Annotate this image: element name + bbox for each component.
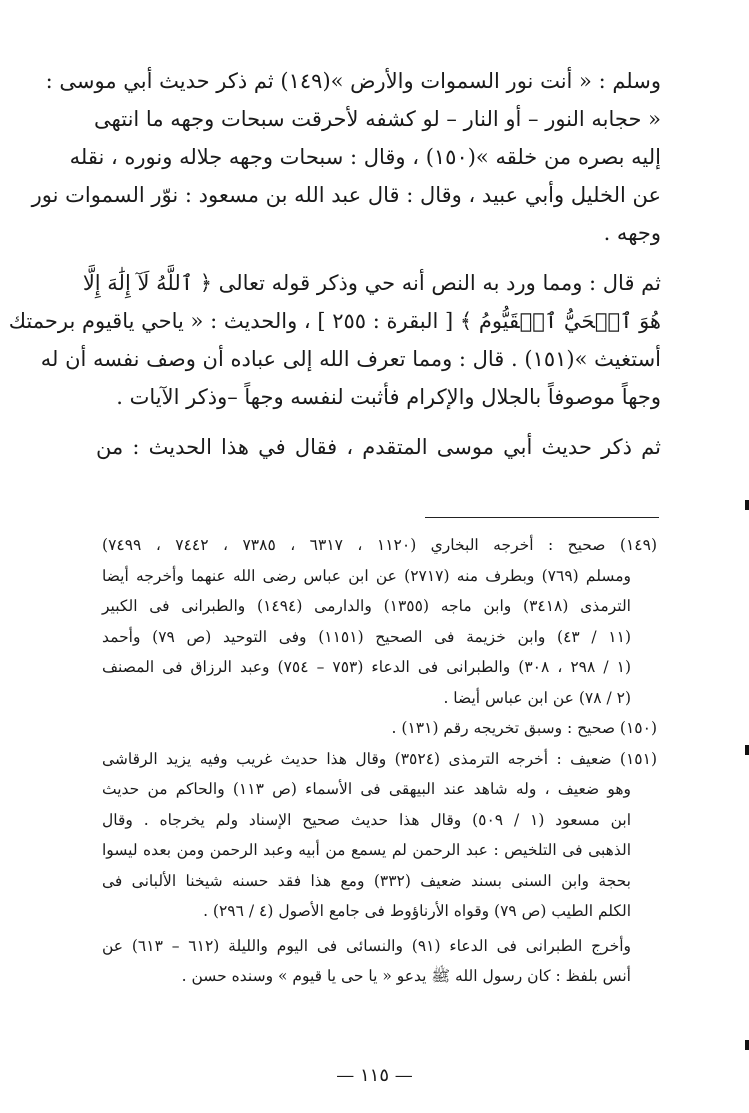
footnote-line: الترمذى (٣٤١٨) وابن ماجه (١٣٥٥) والدارمى (١٤٩٤) والطبرانى فى الكبير bbox=[102, 597, 631, 615]
footnote-line: (١١ / ٤٣) وابن خزيمة فى الصحيح (١١٥١) وفى التوحيد (ص ٧٩) وأحمد bbox=[102, 627, 631, 646]
footnote-line: الذهبى فى التلخيص : عبد الرحمن لم يسمع من أبيه وعبد الرحمن ومن بعده ليسوا bbox=[102, 841, 631, 859]
main-line: أستغيث »(١٥١) . قال : ومما تعرف الله إلى عباده أن وصف نفسه أن له bbox=[40, 347, 661, 371]
footnote-line: وأخرج الطبرانى فى الدعاء (٩١) والنسائى فى اليوم والليلة (٦١٢ – ٦١٣) عن bbox=[102, 936, 632, 955]
page-number: — ١١٥ — bbox=[336, 1065, 413, 1086]
footnote-line: بحجة وابن السنى بسند ضعيف (٣٣٢) ومع هذا فقد حسنه شيخنا الألبانى فى bbox=[102, 871, 631, 890]
footnote-line: (١ / ٢٩٨ ، ٣٠٨) والطبرانى فى الدعاء (٧٥٣ – ٧٥٤) وعبد الرزاق فى المصنف bbox=[102, 658, 632, 676]
main-line: وسلم : « أنت نور السموات والأرض »(١٤٩) ثم ذكر حديث أبي موسى : bbox=[45, 69, 661, 93]
main-line: وجهه . bbox=[603, 221, 661, 245]
edge-mark bbox=[745, 745, 749, 755]
footnotes bbox=[102, 530, 657, 992]
main-line: ثم قال : ومما ورد به النص أنه حي وذكر قوله تعالى ﴿ ٱللَّهُ لَآ إِلَٰهَ إِلَّا bbox=[82, 271, 661, 295]
footnote-line: (٢ / ٧٨) عن ابن عباس أيضا . bbox=[443, 688, 631, 707]
footnote-line: ومسلم (٧٦٩) وبطرف منه (٢٧١٧) عن ابن عباس رضى الله عنهما وأخرجه أيضا bbox=[102, 566, 631, 585]
footnote-separator bbox=[425, 517, 659, 518]
footnote-line: الكلم الطيب (ص ٧٩) وقواه الأرناؤوط فى جامع الأصول (٤ / ٢٩٦) . bbox=[203, 902, 631, 920]
edge-mark bbox=[745, 500, 749, 510]
footnote-line: (١٥٠) صحيح : وسبق تخريجه رقم (١٣١) . bbox=[391, 719, 657, 737]
main-line: « حجابه النور – أو النار – لو كشفه لأحرقت سبحات وجهه ما انتهى bbox=[94, 107, 661, 131]
footnote-line: (١٤٩) صحيح : أخرجه البخاري (١١٢٠ ، ٦٣١٧ ، ٧٣٨٥ ، ٧٤٤٢ ، ٧٤٩٩) bbox=[102, 536, 657, 554]
footnote-line: أنس بلفظ : كان رسول الله ﷺ يدعو « يا حى يا قيوم » وسنده حسن . bbox=[181, 967, 631, 985]
main-line: عن الخليل وأبي عبيد ، وقال : قال عبد الله بن مسعود : نوّر السموات نور bbox=[31, 183, 661, 207]
edge-mark bbox=[745, 1040, 749, 1050]
main-text bbox=[8, 62, 661, 466]
footnote-line: ابن مسعود (١ / ٥٠٩) وقال هذا حديث صحيح الإسناد ولم يخرجاه . وقال bbox=[102, 810, 631, 829]
main-line: إليه بصره من خلقه »(١٥٠) ، وقال : سبحات وجهه جلاله ونوره ، نقله bbox=[69, 145, 661, 169]
main-line: ثم ذكر حديث أبي موسى المتقدم ، فقال في هذا الحديث : من bbox=[96, 435, 661, 459]
footnote-line: وهو ضعيف ، وله شاهد عند البيهقى فى الأسماء (ص ١١٣) والحاكم من حديث bbox=[102, 780, 631, 798]
main-line: وجهاً موصوفاً بالجلال والإكرام فأثبت لنفسه وجهاً –وذكر الآيات . bbox=[116, 385, 661, 409]
footnote-line: (١٥١) ضعيف : أخرجه الترمذى (٣٥٢٤) وقال هذا حديث غريب وفيه يزيد الرقاشى bbox=[102, 749, 657, 768]
main-line: هُوَ ٱلۡحَيُّ ٱلۡقَيُّومُ ﴾ [ البقرة : ٢٥٥ ] ، والحديث : « ياحي ياقيوم برحمتك bbox=[8, 309, 661, 333]
